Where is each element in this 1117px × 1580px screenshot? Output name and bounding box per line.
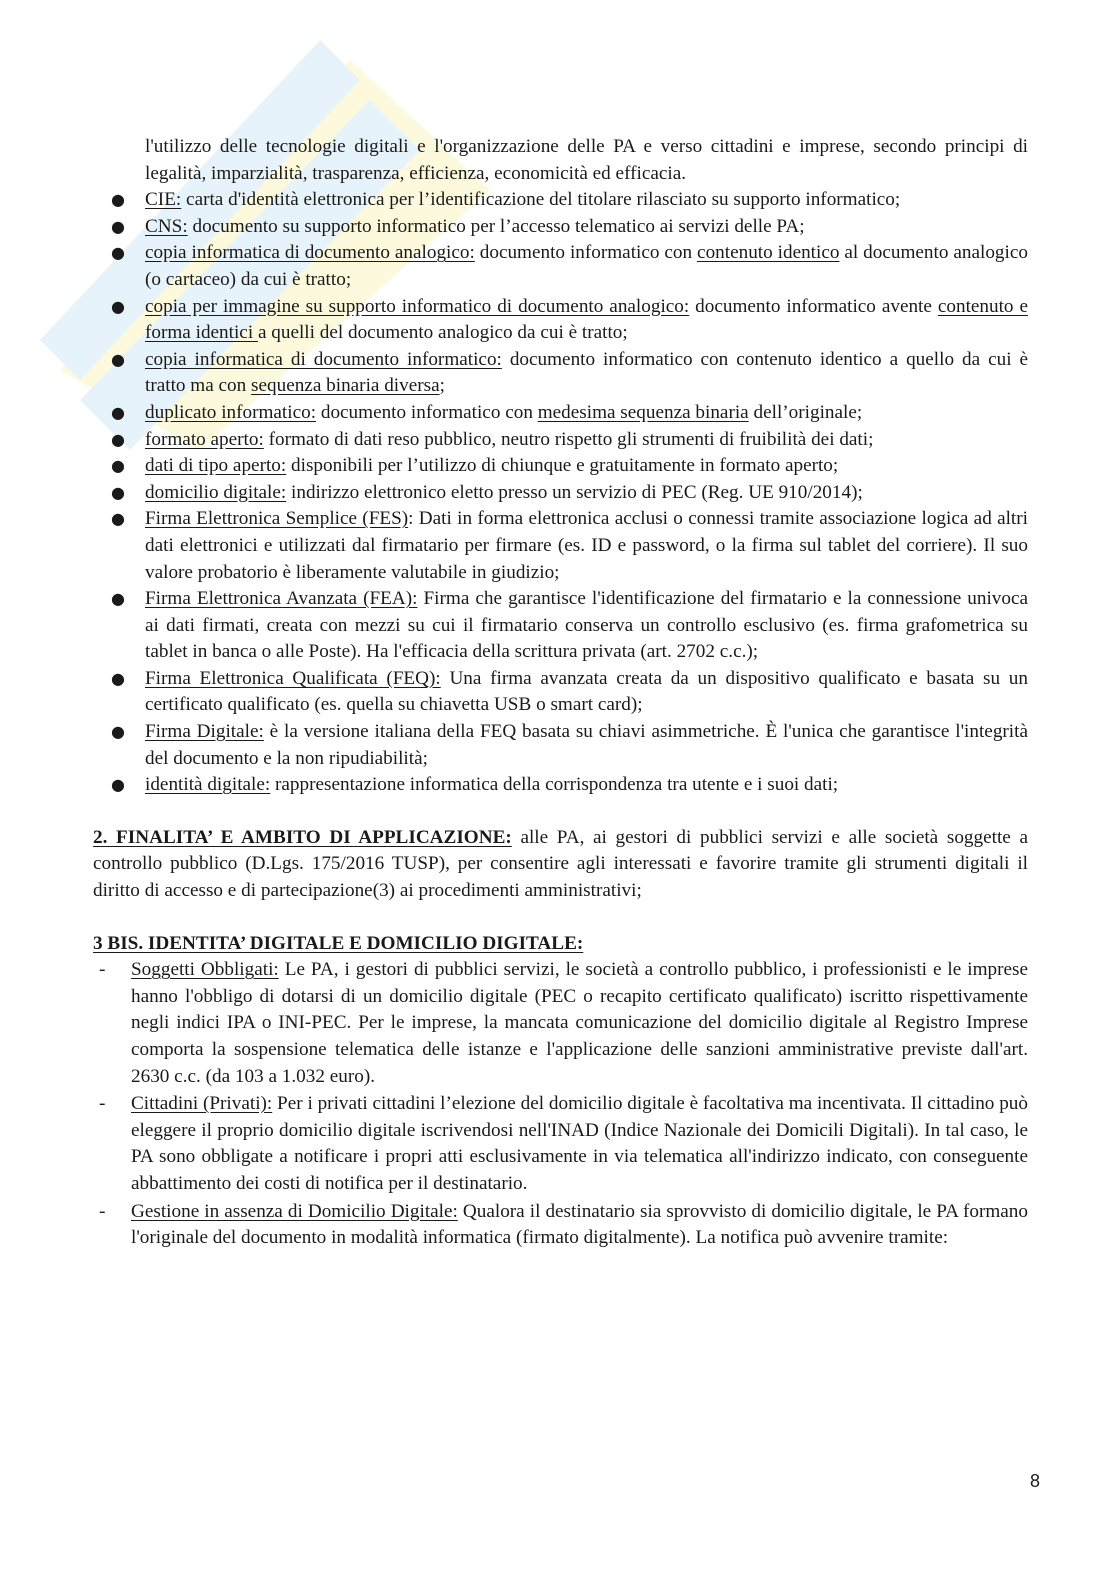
definition-item: ● copia informatica di documento analogico: documento informatico con contenuto identico al documento analogico (o cartaceo) da cui è tratto; xyxy=(111,242,1028,290)
definition-item: ● dati di tipo aperto: disponibili per l’utilizzo di chiunque e gratuitamente in formato aperto; xyxy=(111,455,839,477)
definition-item: ● Firma Digitale: è la versione italiana della FEQ basata su chiavi asimmetriche. È l'unica che garantisce l'integrità del documento e la non ripudiabilità; xyxy=(111,721,1028,769)
list-item: - Gestione in assenza di Domicilio Digitale: Qualora il destinatario sia sprovvisto di domicilio digitale, le PA formano l'originale del documento in modalità informatica (firmato digitalmente). La notifica può avvenire tramite: xyxy=(99,1200,1028,1249)
section-3-list xyxy=(93,957,1028,1252)
definition-item: ● Firma Elettronica Qualificata (FEQ): Una firma avanzata creata da un dispositivo qualificato e basata su un certificato qualificato (es. quella su chiavetta USB o smart card); xyxy=(111,667,1028,716)
page-number: 8 xyxy=(1030,1471,1041,1491)
definition-item: ● formato aperto: formato di dati reso pubblico, neutro rispetto gli strumenti di fruibilità dei dati; xyxy=(111,428,874,450)
section-2-text: alle PA, ai gestori di pubblici servizi e alle società soggette a controllo pubblico (D.Lgs. 175/2016 TUSP), per consentire agli interessati e favorire tramite gli strumenti digitali il diritto di accesso e di partecipazione(3) ai procedimenti amministrativi; xyxy=(93,826,1028,902)
intro-continuation: l'utilizzo delle tecnologie digitali e l'organizzazione delle PA e verso cittadini e imprese, secondo principi di legalità, imparzialità, trasparenza, efficienza, economicità ed efficacia. xyxy=(145,136,1028,184)
definition-item: ● CIE: carta d'identità elettronica per l’identificazione del titolare rilasciato su supporto informatico; xyxy=(111,189,901,211)
definition-item: ● copia informatica di documento informatico: documento informatico con contenuto identico a quello da cui è tratto ma con sequenza binaria diversa; xyxy=(111,348,1029,397)
list-item: - Soggetti Obbligati: Le PA, i gestori di pubblici servizi, le società a controllo pubblico, i professionisti e le imprese hanno l'obbligo di dotarsi di un domicilio digitale (PEC o recapito certificato qualificato) iscritto rispettivamente negli indici IPA o INI-PEC. Per le imprese, la mancata comunicazione del domicilio digitale al Registro Imprese comporta la sospensione telematica delle istanze e l'applicazione delle sanzioni amministrative previste dall'art. 2630 c.c. (da 103 a 1.032 euro). xyxy=(99,959,1028,1087)
definitions-list xyxy=(93,187,1028,799)
section-2-paragraph xyxy=(93,825,1028,905)
section-3-heading: 3 BIS. IDENTITA’ DIGITALE E DOMICILIO DIGITALE: xyxy=(93,932,584,954)
definition-item: ● Firma Elettronica Semplice (FES): Dati in forma elettronica acclusi o connessi tramite associazione logica ad altri dati elettronici e utilizzati dal firmatario per firmare (es. ID e password, o la firma sul tablet del corriere). Il suo valore probatorio è liberamente valutabile in giudizio; xyxy=(111,508,1028,583)
list-item: - Cittadini (Privati): Per i privati cittadini l’elezione del domicilio digitale è facoltativa ma incentivata. Il cittadino può eleggere il proprio domicilio digitale iscrivendosi nell'INAD (Indice Nazionale dei Domicili Digitali). In tal caso, le PA sono obbligate a notificare i propri atti esclusivamente in via telematica all'indirizzo indicato, con conseguente abbattimento dei costi di notifica per il destinatario. xyxy=(99,1093,1028,1194)
definition-item: ● Firma Elettronica Avanzata (FEA): Firma che garantisce l'identificazione del firmatario e la connessione univoca ai dati firmati, creata con mezzi su cui il firmatario conserva un controllo esclusivo (es. firma grafometrica su tablet in banca o alle Poste). Ha l'efficacia della scrittura privata (art. 2702 c.c.); xyxy=(111,588,1028,663)
definition-item: ● domicilio digitale: indirizzo elettronico eletto presso un servizio di PEC (Reg. UE 910/2014); xyxy=(111,481,863,503)
definition-item: ● duplicato informatico: documento informatico con medesima sequenza binaria dell’originale; xyxy=(111,401,863,423)
definition-item: ● identità digitale: rappresentazione informatica della corrispondenza tra utente e i suoi dati; xyxy=(111,774,839,796)
document-page xyxy=(93,134,1028,1253)
definition-item: ● CNS: documento su supporto informatico per l’accesso telematico ai servizi delle PA; xyxy=(111,215,805,237)
section-2-heading: 2. FINALITA’ E AMBITO DI APPLICAZIONE: xyxy=(93,826,512,848)
definition-item: ● copia per immagine su supporto informatico di documento analogico: documento informatico avente contenuto e forma identici a quelli del documento analogico da cui è tratto; xyxy=(111,295,1028,344)
